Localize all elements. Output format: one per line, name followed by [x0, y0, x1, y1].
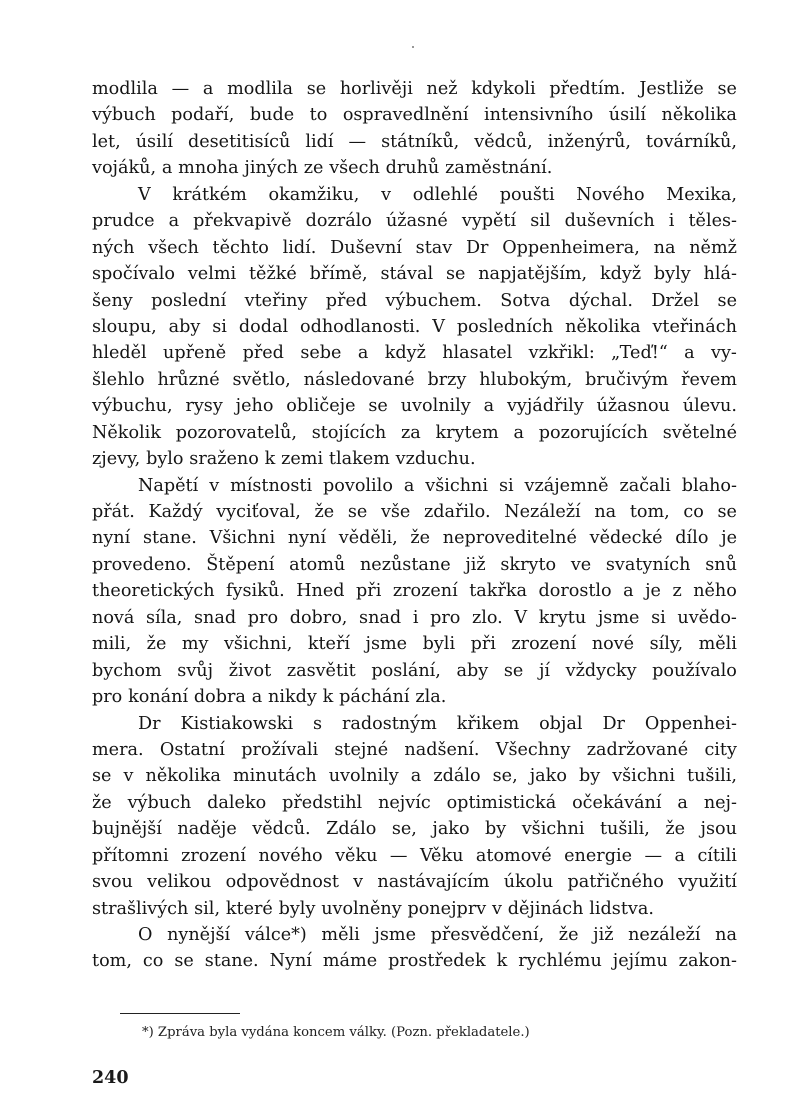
text-line: ných všech těchto lidí. Duševní stav Dr Oppenheimera, na němž	[92, 237, 737, 258]
text-line: theoretických fysiků. Hned při zrození takřka dorostlo a je z něho	[92, 581, 737, 602]
text-line: že výbuch daleko předstihl nejvíc optimistická očekávání a nej-	[92, 792, 737, 813]
footnote-rule	[120, 1013, 240, 1014]
text-line: strašlivých sil, které byly uvolněny ponejprv v dějinách lidstva.	[92, 898, 654, 919]
text-line: let, úsilí desetitisíců lidí — státníků, vědců, inženýrů, továrníků,	[92, 131, 737, 152]
text-line: O nynější válce*) měli jsme přesvědčení, že již nezáleží na	[138, 925, 737, 945]
text-line: mera. Ostatní prožívali stejné nadšení. Všechny zadržované city	[92, 739, 737, 760]
text-line: tom, co se stane. Nyní máme prostředek k rychlému jejímu zakon-	[92, 951, 737, 972]
body-text	[92, 76, 737, 975]
text-line: hleděl upřeně před sebe a když hlasatel vzkřikl: „Teď!“ a vy-	[92, 343, 737, 364]
text-line: nová síla, snad pro dobro, snad i pro zlo. V krytu jsme si uvědo-	[92, 607, 737, 628]
text-line: bychom svůj život zasvětit poslání, aby se jí vždycky používalo	[92, 660, 737, 681]
text-line: šeny poslední vteřiny před výbuchem. Sotva dýchal. Držel se	[92, 290, 737, 311]
text-line: výbuch podaří, bude to ospravedlnění intensivního úsilí několika	[92, 105, 737, 126]
text-line: přát. Každý vyciťoval, že se vše zdařilo. Nezáleží na tom, co se	[92, 502, 737, 522]
text-line: šlehlo hrůzné světlo, následované brzy hlubokým, bručivým řevem	[92, 369, 737, 390]
text-line: pro konání dobra a nikdy k páchání zla.	[92, 687, 447, 708]
text-line: Napětí v místnosti povolilo a všichni si vzájemně začali blaho-	[138, 475, 737, 496]
page-number: 240	[92, 1068, 129, 1088]
paper-speck	[412, 46, 414, 48]
text-line: prudce a překvapivě dozrálo úžasné vypětí sil duševních i těles-	[92, 211, 737, 232]
text-line: Dr Kistiakowski s radostným křikem objal Dr Oppenhei-	[138, 713, 737, 734]
text-line: vojáků, a mnoha jiných ze všech druhů zaměstnání.	[92, 158, 553, 179]
text-line: zjevy, bylo sraženo k zemi tlakem vzduchu.	[92, 449, 476, 470]
text-line: modlila — a modlila se horlivěji než kdykoli předtím. Jestliže se	[92, 79, 737, 99]
text-line: se v několika minutách uvolnily a zdálo se, jako by všichni tušili,	[92, 766, 737, 787]
text-line: bujnější naděje vědců. Zdálo se, jako by všichni tušili, že jsou	[92, 819, 737, 840]
text-line: výbuchu, rysy jeho obličeje se uvolnily a vyjádřily úžasnou úlevu.	[92, 396, 737, 417]
text-line: Několik pozorovatelů, stojících za krytem a pozorujících světelné	[92, 422, 737, 443]
text-line: sloupu, aby si dodal odhodlanosti. V posledních několika vteřinách	[92, 316, 737, 337]
text-line: svou velikou odpovědnost v nastávajícím úkolu patřičného využití	[92, 872, 737, 893]
text-line: V krátkém okamžiku, v odlehlé poušti Nového Mexika,	[138, 184, 737, 205]
text-line: provedeno. Štěpení atomů nezůstane již skryto ve svatyních snů	[92, 554, 737, 575]
text-line: přítomni zrození nového věku — Věku atomové energie — a cítili	[92, 845, 737, 866]
text-line: mili, že my všichni, kteří jsme byli při zrození nové síly, měli	[92, 634, 737, 655]
text-line: spočívalo velmi těžké břímě, stával se napjatějším, když byly hlá-	[92, 264, 737, 285]
text-line: nyní stane. Všichni nyní věděli, že neproveditelné vědecké dílo je	[92, 528, 737, 549]
footnote: *) Zpráva byla vydána koncem války. (Pozn. překladatele.)	[142, 1025, 530, 1040]
